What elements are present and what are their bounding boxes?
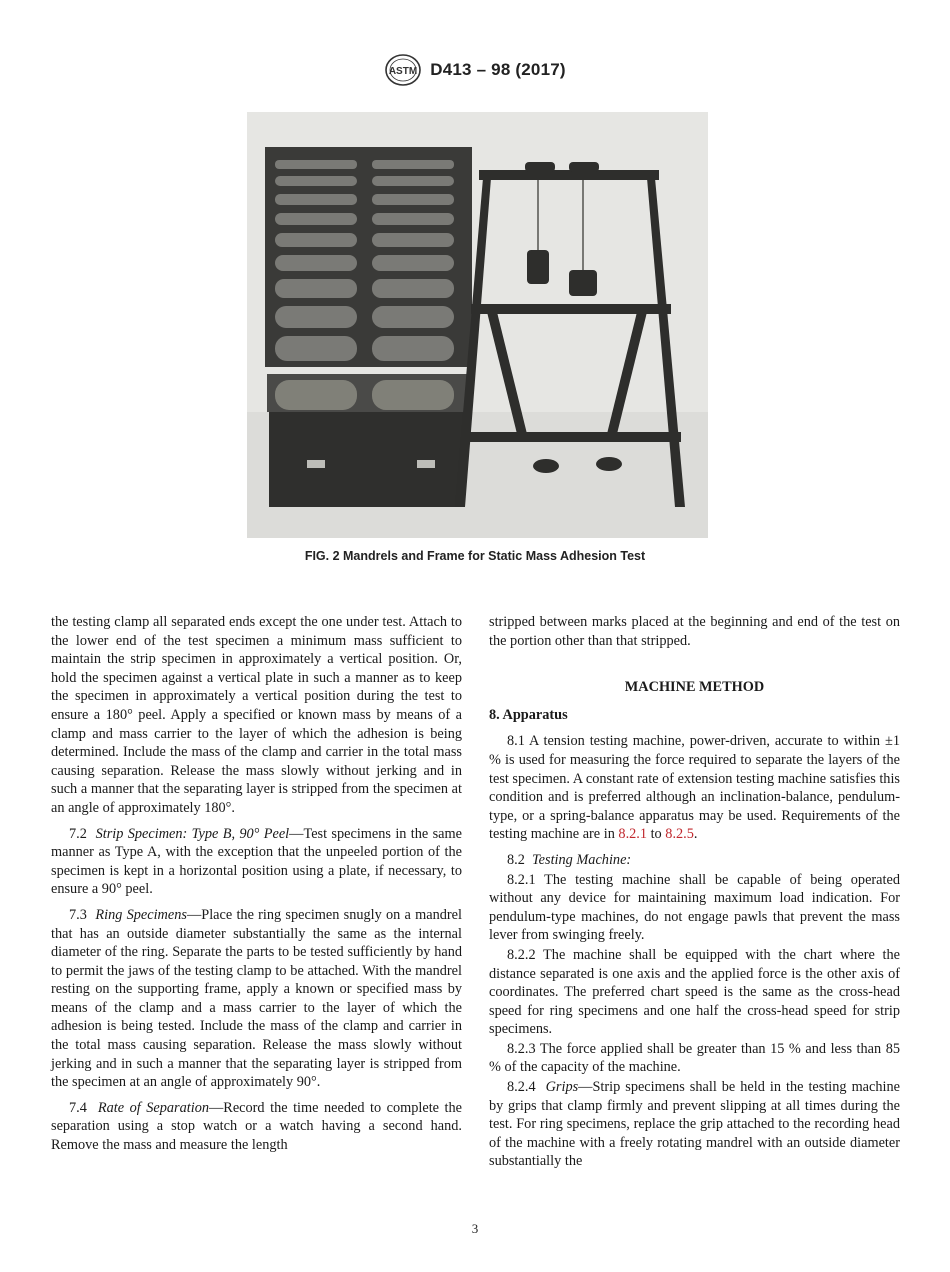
- reference-link-8-2-1[interactable]: 8.2.1: [618, 826, 648, 843]
- paragraph-7-4: [51, 1099, 462, 1155]
- paragraph-text: —Place the ring specimen snugly on a mandrel that has an outside diameter substantially the same as the internal diameter of the ring. Separate the parts to be tested sufficiently by hand to permit the jaws of the testing clamp to be attached. With the mandrel resting on the supporting frame, apply a known or specified mass by means of the clamp and a mass carrier to the layer of which the adhesion is being tested. Include the mass of the clamp and carrier in the total mass causing separation. Release the mass slowly without jerking and in such a manner that the separating layer is stripped from the specimen at an angle of approximately 90°.: [51, 906, 462, 1091]
- paragraph-8-1: 8.1 A tension testing machine, power-driven, accurate to within ±1 % is used for measuring the force required to separate the layers of the test specimen. A constant rate of extension testing machine satisfies this condition and is preferred although an inclination-balance, pendulum-type, or a spring-balance apparatus may be used. Requirements of the testing machine are in 8.2.1 to 8.2.5.: [489, 733, 900, 843]
- paragraph-title: Testing Machine:: [532, 851, 632, 868]
- page-number: 3: [471, 1221, 479, 1236]
- paragraph-text: —Strip specimens shall be held in the testing machine by grips that clamp firmly and prevent slipping at all times during the test. For ring specimens, replace the grip attached to the recording head of the machine with a freely rotating mandrel with an outside diameter substantially the: [489, 1079, 900, 1170]
- section-number: 7.2: [69, 825, 87, 842]
- paragraph-7-2: [51, 825, 462, 899]
- paragraph-7-3: [51, 906, 462, 1092]
- paragraph-title: Ring Specimens: [95, 906, 187, 923]
- paragraph-8-2-3: 8.2.3 The force applied shall be greater than 15 % and less than 85 % of the capacity of the machine.: [489, 1040, 900, 1076]
- reference-link-8-2-5[interactable]: 8.2.5: [665, 826, 694, 843]
- section-heading: 8. Apparatus: [489, 706, 568, 723]
- mandrels-frame-photo-icon: [247, 112, 708, 538]
- section-number: 8.2.4: [507, 1079, 536, 1096]
- paragraph-8-2-2: 8.2.2 The machine shall be equipped with the chart where the distance separated is one axis and the applied force is the other axis of coordinates. The preferred chart speed is the same as the cross-head speed for ring specimens and one half the cross-head speed for strip specimens.: [489, 946, 900, 1038]
- right-column: [489, 613, 900, 1172]
- paragraph-title: Rate of Separation: [97, 1099, 209, 1116]
- paragraph-8-2-1: 8.2.1 The testing machine shall be capable of being operated without any device for maintaining maximum load indication. For pendulum-type machines, do not engage pawls that prevent the mass lever from swinging freely.: [489, 871, 900, 944]
- paragraph-text: —Record the time needed to complete the separation using a stop watch or a watch having a second hand. Remove the mass and measure the length: [51, 1099, 462, 1154]
- astm-logo-icon: [384, 53, 422, 87]
- section-number: 8.2: [507, 851, 525, 868]
- paragraph-text: —Test specimens in the same manner as Type A, with the exception that the unpeeled portion of the specimen is kept in a horizontal position using a plate, if necessary, to ensure a 90° peel.: [51, 825, 462, 898]
- paragraph-7-4-continued: stripped between marks placed at the beginning and end of the test on the portion other than that stripped.: [489, 614, 900, 649]
- figure-caption: FIG. 2 Mandrels and Frame for Static Mass Adhesion Test: [304, 549, 646, 563]
- section-number: 7.3: [69, 906, 87, 923]
- document-designation: D413 – 98 (2017): [430, 60, 566, 79]
- paragraph-7-1-continued: the testing clamp all separated ends except the one under test. Attach to the lower end of the test specimen a minimum mass sufficient to maintain the strip specimen in approximately a vertical position. Or, hold the specimen against a vertical plate in such a manner as to keep the specimen in approximately a vertical position during the test to ensure a 180° peel. Apply a specified or known mass by means of a clamp and mass carrier to the layer of which the adhesion is being determined. Include the mass of the clamp and carrier in the total mass causing separation. Release the mass slowly without jerking and in such a manner that the separating layer is stripped from the specimen at an angle of approximately 180°.: [51, 614, 462, 816]
- section-number: 7.4: [69, 1099, 87, 1116]
- section-title: MACHINE METHOD: [624, 679, 765, 696]
- paragraph-8-2: [489, 851, 900, 870]
- paragraph-title: Strip Specimen: Type B, 90° Peel: [95, 825, 290, 842]
- page-header: [0, 53, 950, 92]
- paragraph-title: Grips: [545, 1079, 579, 1096]
- astm-logo-text: ASTM: [389, 66, 418, 77]
- figure-photo: [247, 112, 708, 538]
- paragraph-8-2-4: [489, 1078, 900, 1171]
- left-column: [51, 613, 462, 1162]
